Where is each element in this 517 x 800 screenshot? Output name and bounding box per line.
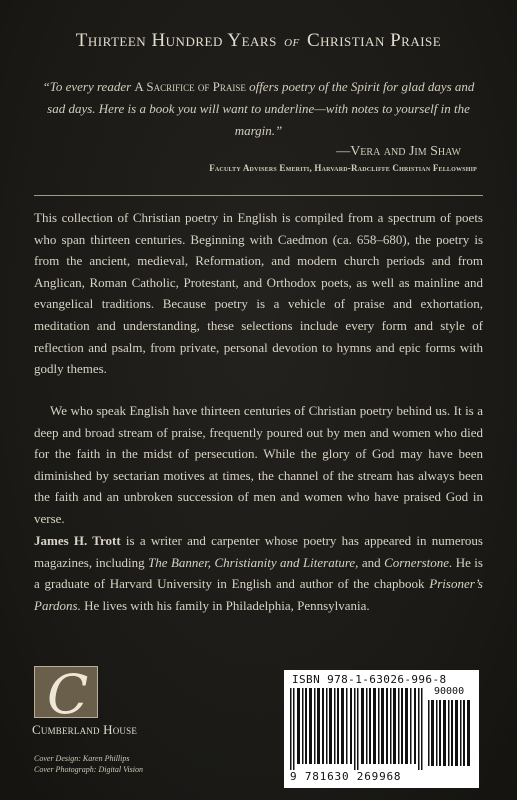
isbn-number: ISBN 978-1-63026-996-8 — [292, 673, 447, 686]
bio-text: is a writer and carpenter whose poetry has appeared in numerous magazines, including — [34, 533, 483, 570]
tagline-part1: Thirteen Hundred Years — [75, 30, 277, 51]
tagline-part2: Christian Praise — [307, 30, 442, 51]
description-paragraph-1: This collection of Christian poetry in English is compiled from a spectrum of poets who span thirteen centuries. Beginning with Caedmon (ca. 658–680), the poetry is from the ancient, medieval, Reformation, and modern church periods and from Anglican, Roman Catholic, Protestant, and Orthodox poets, as well as mainline and evangelical traditions. Because poetry is a vehicle of praise and exhortation, meditation and understanding, these selections include every form and style of reflection and psalm, from private, personal devotion to hymns and epic forms with godly themes. — [34, 210, 483, 377]
bio-text: He is a graduate of Harvard University in English and author of the chapbook — [34, 554, 483, 592]
publisher-logo — [34, 663, 98, 726]
cover-tagline — [0, 30, 517, 52]
isbn-barcode — [284, 670, 479, 788]
publisher-logo-letter: C — [47, 663, 89, 726]
quote-book-title: A Sacrifice of Praise — [134, 79, 246, 94]
quote-attribution: —Vera and Jim Shaw — [336, 144, 461, 159]
quote-text-before: “To every reader — [42, 79, 135, 94]
ean-barcode-bars — [290, 688, 424, 770]
author-bio — [34, 530, 483, 616]
author-name: James H. Trott — [34, 533, 121, 548]
bio-magazine-cornerstone: Cornerstone. — [384, 554, 453, 570]
addon-barcode-bars — [428, 700, 472, 766]
credit-design: Cover Design: Karen Phillips — [34, 754, 130, 763]
endorsement-quote — [40, 76, 477, 142]
tagline-connector: of — [284, 34, 300, 50]
cover-credits — [34, 753, 143, 775]
bio-text: and — [358, 554, 385, 570]
bio-chapbook: Prisoner’s Pardons. — [34, 576, 483, 613]
bio-text: He lives with his family in Philadelphia, Pennsylvania. — [80, 597, 370, 613]
price-code: 90000 — [434, 686, 465, 697]
quote-text-after: offers poetry of the Spirit for glad days and sad days. Here is a book you will want to underline—with notes to yourself in the margin.” — [47, 79, 475, 138]
bio-magazines: The Banner, Christianity and Literature, — [148, 554, 359, 570]
publisher-name: Cumberland House — [32, 722, 138, 737]
credit-photo: Cover Photograph: Digital Vision — [34, 765, 143, 774]
description-paragraph-2: We who speak English have thirteen centuries of Christian poetry behind us. It is a deep and broad stream of praise, frequently poured out by men and women who died for the faith in the midst of persecution. While the glory of God may have been diminished by sectarian motives at times, the channel of the stream has always been the faith and an unbroken succession of men and women who have praised God in verse. — [34, 403, 483, 526]
divider — [34, 195, 483, 196]
quote-attribution-role: Faculty Advisers Emeriti, Harvard-Radcliffe Christian Fellowship — [209, 163, 477, 173]
ean-digits: 9 781630 269968 — [290, 770, 402, 783]
